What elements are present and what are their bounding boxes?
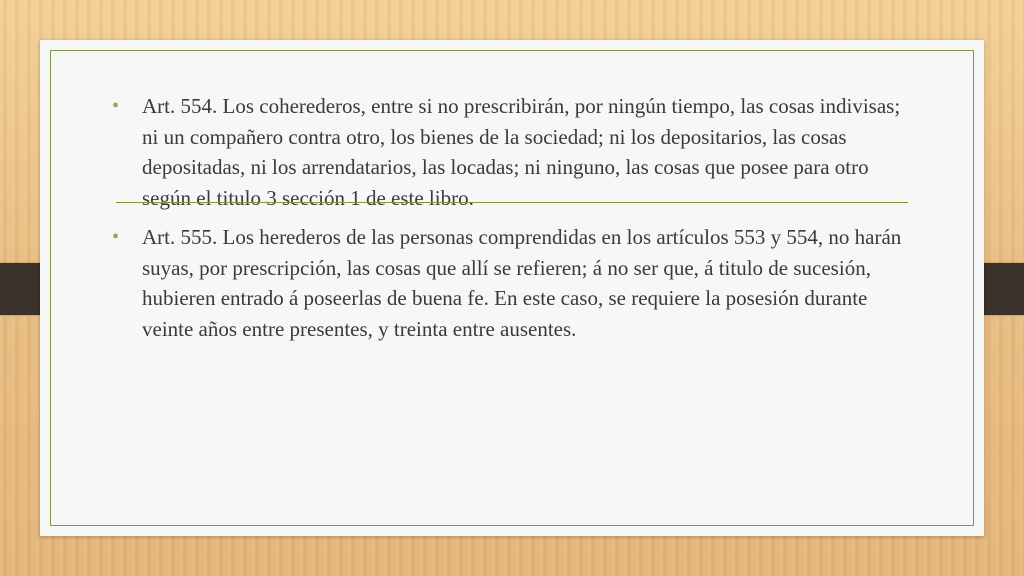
horizontal-divider-line [116,202,908,203]
bullet-item-art-555 [112,222,902,344]
bullet-icon: • [112,226,120,248]
slide-card [40,40,984,536]
bullet-text: Art. 554. Los coherederos, entre si no prescribirán, por ningún tiempo, las cosas indivisas; ni un compañero contra otro, los bienes de la sociedad; ni los depositarios, las cosas depositadas, ni los arrendatarios, las locadas; ni ninguno, las cosas que posee para otro según el titulo 3 sección 1 de este libro. [142,94,901,210]
bullet-text: Art. 555. Los herederos de las personas comprendidas en los artículos 553 y 554, no harán suyas, por prescripción, las cosas que allí se refieren; á no ser que, á titulo de sucesión, hubieren entrado á poseerlas de buena fe. En este caso, se requiere la posesión durante veinte años entre presentes, y treinta entre ausentes. [142,225,902,341]
bullet-item-art-554 [112,91,902,213]
slide-content [112,91,902,353]
bullet-icon: • [112,95,120,117]
